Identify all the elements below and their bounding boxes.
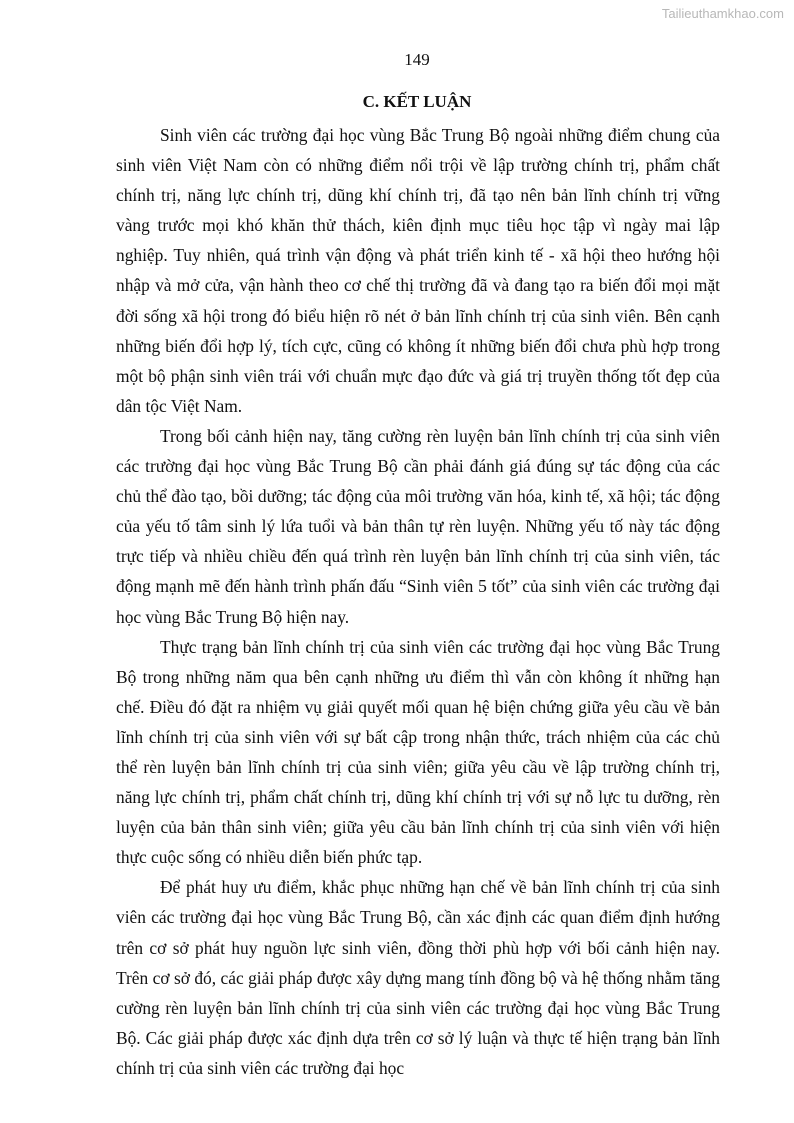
paragraph-2: Trong bối cảnh hiện nay, tăng cường rèn luyện bản lĩnh chính trị của sinh viên các trường đại học vùng Bắc Trung Bộ cần phải đánh giá đúng sự tác động của các chủ thể đào tạo, bồi dưỡng; tác động của môi trường văn hóa, kinh tế, xã hội; tác động của yếu tố tâm sinh lý lứa tuổi và bản thân tự rèn luyện. Những yếu tố này tác động trực tiếp và nhiều chiều đến quá trình rèn luyện bản lĩnh chính trị của sinh viên, tác động mạnh mẽ đến hành trình phấn đấu “Sinh viên 5 tốt” của sinh viên các trường đại học vùng Bắc Trung Bộ hiện nay. (116, 425, 720, 627)
watermark-text: Tailieuthamkhao.com (661, 6, 784, 21)
paragraph-4: Để phát huy ưu điểm, khắc phục những hạn chế về bản lĩnh chính trị của sinh viên các trường đại học vùng Bắc Trung Bộ, cần xác định các quan điểm định hướng trên cơ sở phát huy nguồn lực sinh viên, đồng thời phù hợp với bối cảnh hiện nay. Trên cơ sở đó, các giải pháp được xây dựng mang tính đồng bộ và hệ thống nhằm tăng cường rèn luyện bản lĩnh chính trị của sinh viên các trường đại học vùng Bắc Trung Bộ. Các giải pháp được xác định dựa trên cơ sở lý luận và thực tế hiện trạng bản lĩnh chính trị của sinh viên các trường đại học (116, 877, 720, 1078)
section-title: C. KẾT LUẬN (362, 92, 472, 111)
paragraph-1: Sinh viên các trường đại học vùng Bắc Trung Bộ ngoài những điểm chung của sinh viên Việt Nam còn có những điểm nổi trội về lập trường chính trị, phẩm chất chính trị, năng lực chính trị, dũng khí chính trị, đã tạo nên bản lĩnh chính trị vững vàng trước mọi khó khăn thử thách, kiên định mục tiêu học tập vì ngày mai lập nghiệp. Tuy nhiên, quá trình vận động và phát triển kinh tế - xã hội theo hướng hội nhập và mở cửa, vận hành theo cơ chế thị trường đã và đang tạo ra biến đổi mọi mặt đời sống xã hội trong đó biểu hiện rõ nét ở bản lĩnh chính trị của sinh viên. Bên cạnh những biến đổi hợp lý, tích cực, cũng có không ít những biến đổi chưa phù hợp trong một bộ phận sinh viên trái với chuẩn mực đạo đức và giá trị truyền thống tốt đẹp của dân tộc Việt Nam. (116, 125, 720, 416)
body-text (116, 120, 720, 1083)
page-number: 149 (404, 50, 430, 69)
paragraph-3: Thực trạng bản lĩnh chính trị của sinh viên các trường đại học vùng Bắc Trung Bộ trong những năm qua bên cạnh những ưu điểm thì vẫn còn không ít những hạn chế. Điều đó đặt ra nhiệm vụ giải quyết mối quan hệ biện chứng giữa yêu cầu về bản lĩnh chính trị của sinh viên với sự bất cập trong nhận thức, trách nhiệm của các chủ thể rèn luyện bản lĩnh chính trị của sinh viên; giữa yêu cầu về lập trường chính trị, năng lực chính trị, phẩm chất chính trị, dũng khí chính trị với sự nỗ lực tu dưỡng, rèn luyện của bản thân sinh viên; giữa yêu cầu bản lĩnh chính trị của sinh viên với hiện thực cuộc sống có nhiều diễn biến phức tạp. (116, 636, 720, 868)
